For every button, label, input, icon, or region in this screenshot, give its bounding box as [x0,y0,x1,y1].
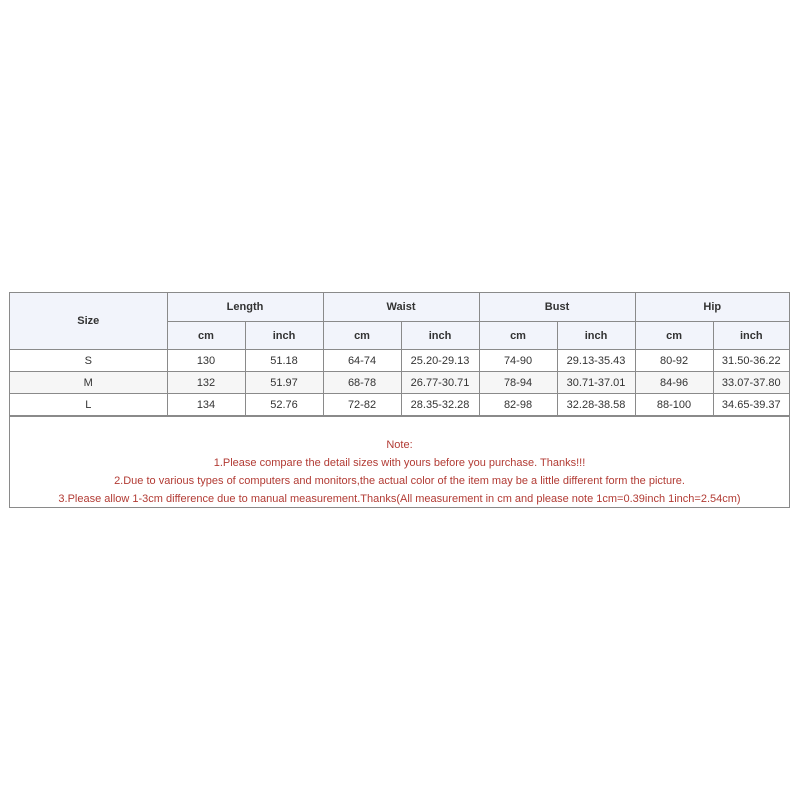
table-cell: 25.20-29.13 [401,350,479,372]
size-chart [9,292,790,508]
unit-header: inch [245,322,323,350]
table-cell: 134 [167,394,245,416]
table-cell: 78-94 [479,372,557,394]
table-cell: 80-92 [635,350,713,372]
note-line: 2.Due to various types of computers and monitors,the actual color of the item may be a little different form the picture. [114,475,685,487]
table-cell: 32.28-38.58 [557,394,635,416]
size-header: Size [10,293,167,350]
note-line: 3.Please allow 1-3cm difference due to manual measurement.Thanks(All measurement in cm and please note 1cm=0.39inch 1inch=2.54cm) [58,493,741,505]
note-line: 1.Please compare the detail sizes with yours before you purchase. Thanks!!! [213,457,586,469]
table-cell: 30.71-37.01 [557,372,635,394]
unit-header: cm [479,322,557,350]
header-row-groups [10,293,789,322]
table-row [10,350,789,372]
table-row [10,372,789,394]
table-cell: 68-78 [323,372,401,394]
table-cell: 26.77-30.71 [401,372,479,394]
size-cell: L [10,394,167,416]
table-cell: 29.13-35.43 [557,350,635,372]
table-cell: 33.07-37.80 [713,372,789,394]
table-cell: 31.50-36.22 [713,350,789,372]
table-cell: 28.35-32.28 [401,394,479,416]
unit-header: inch [713,322,789,350]
table-cell: 34.65-39.37 [713,394,789,416]
unit-header: inch [401,322,479,350]
table-cell: 51.18 [245,350,323,372]
table-row [10,394,789,416]
table-cell: 132 [167,372,245,394]
size-cell: M [10,372,167,394]
size-cell: S [10,350,167,372]
unit-header: inch [557,322,635,350]
group-header-bust: Bust [479,293,635,322]
unit-header: cm [167,322,245,350]
unit-header: cm [323,322,401,350]
table-cell: 84-96 [635,372,713,394]
table-cell: 82-98 [479,394,557,416]
note-title: Note: [386,439,413,451]
table-cell: 51.97 [245,372,323,394]
table-cell: 130 [167,350,245,372]
group-header-length: Length [167,293,323,322]
table-cell: 74-90 [479,350,557,372]
table-cell: 64-74 [323,350,401,372]
group-header-hip: Hip [635,293,789,322]
unit-header: cm [635,322,713,350]
notes-section [10,416,789,507]
size-table [10,293,789,416]
group-header-waist: Waist [323,293,479,322]
table-cell: 72-82 [323,394,401,416]
table-cell: 52.76 [245,394,323,416]
table-cell: 88-100 [635,394,713,416]
